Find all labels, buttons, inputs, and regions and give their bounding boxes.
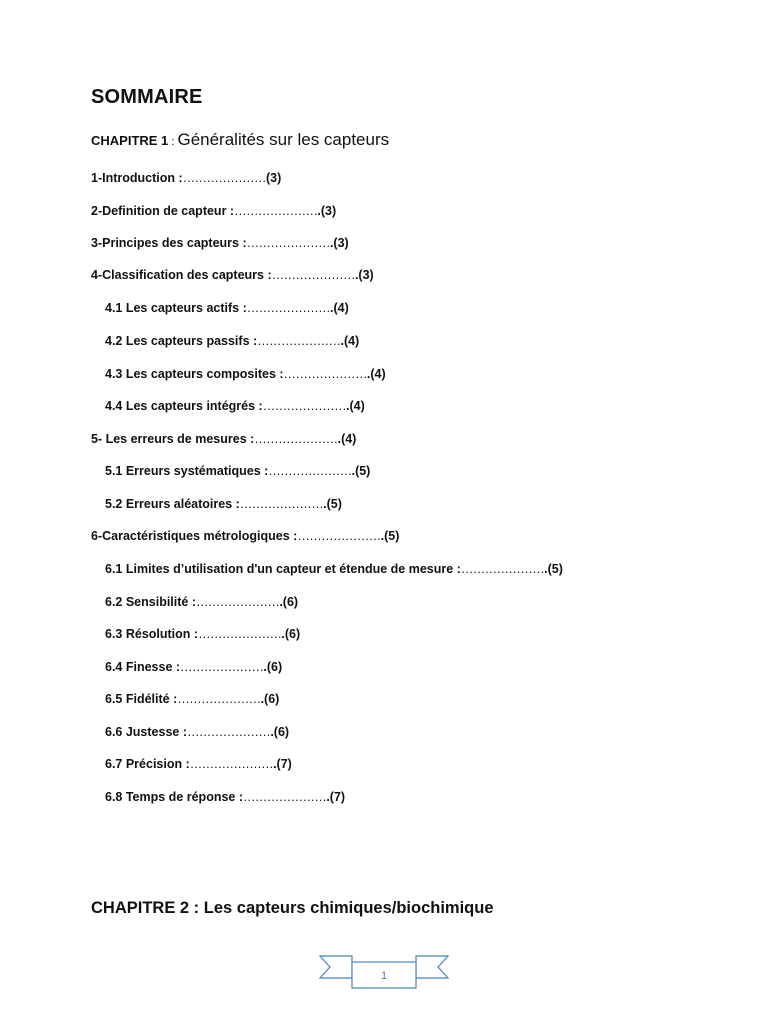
toc-entry-page: .(4) bbox=[340, 334, 360, 348]
toc-entry bbox=[91, 431, 356, 447]
chapter-1-separator: : bbox=[168, 136, 178, 148]
toc-entry-label: 5- Les erreurs de mesures : bbox=[91, 432, 255, 446]
toc-entry bbox=[105, 659, 282, 675]
toc-entry-label: 4.1 Les capteurs actifs : bbox=[105, 301, 247, 315]
toc-entry bbox=[91, 203, 336, 219]
toc-entry-dots: ………………… bbox=[239, 497, 324, 511]
toc-entry-dots: ………………… bbox=[262, 399, 347, 413]
toc-entry-page: .(5) bbox=[323, 497, 342, 511]
toc-entry-label: 6-Caractéristiques métrologiques : bbox=[91, 529, 298, 543]
toc-entry-label: 5.1 Erreurs systématiques : bbox=[105, 464, 269, 478]
toc-entry-page: .(4) bbox=[337, 432, 357, 446]
toc-entry-dots: ………………… bbox=[180, 660, 264, 674]
toc-entry bbox=[91, 267, 374, 283]
toc-entry-label: 2-Definition de capteur : bbox=[91, 204, 235, 218]
toc-entry bbox=[105, 463, 370, 479]
toc-entry-dots: ………………… bbox=[297, 529, 381, 543]
toc-entry-dots: ………………… bbox=[177, 692, 261, 706]
ribbon-right-tail bbox=[416, 956, 448, 978]
chapter-1-title: Généralités sur les capteurs bbox=[177, 130, 390, 149]
toc-entry-page: .(4) bbox=[346, 399, 365, 413]
toc-entry-page: .(6) bbox=[270, 725, 290, 739]
toc-entry-dots: ………………… bbox=[234, 204, 318, 218]
toc-entry-dots: ………………… bbox=[283, 367, 367, 381]
toc-entry bbox=[105, 333, 359, 349]
toc-entry-page: .(7) bbox=[273, 757, 292, 771]
toc-entry-label: 3-Principes des capteurs : bbox=[91, 236, 247, 250]
toc-entry-dots: ………………… bbox=[182, 171, 266, 185]
toc-entry bbox=[105, 756, 292, 772]
toc-entry bbox=[105, 626, 300, 642]
toc-entry-label: 6.1 Limites d’utilisation d'un capteur et étendue de mesure : bbox=[105, 562, 461, 576]
toc-entry bbox=[105, 789, 345, 805]
toc-entry bbox=[91, 235, 349, 251]
toc-entry bbox=[105, 496, 342, 512]
toc-entry-label: 6.4 Finesse : bbox=[105, 660, 181, 674]
toc-entry-label: 6.6 Justesse : bbox=[105, 725, 187, 739]
toc-entry-dots: ………………… bbox=[246, 301, 331, 315]
toc-entry bbox=[105, 691, 279, 707]
toc-entry-page: .(5) bbox=[351, 464, 371, 478]
toc-entry-dots: ………………… bbox=[268, 464, 352, 478]
chapter-1-prefix: CHAPITRE 1 bbox=[91, 133, 169, 148]
toc-entry-label: 6.3 Résolution : bbox=[105, 627, 199, 641]
toc-entry-label: 4-Classification des capteurs : bbox=[91, 268, 272, 282]
toc-entry-page: .(6) bbox=[279, 595, 299, 609]
page-heading: SOMMAIRE bbox=[91, 86, 203, 108]
toc-entry-dots: ………………… bbox=[196, 595, 280, 609]
toc-entry-dots: ………………… bbox=[460, 562, 545, 576]
toc-entry-dots: ………………… bbox=[257, 334, 341, 348]
toc-entry-page: .(4) bbox=[330, 301, 349, 315]
toc-entry-dots: ………………… bbox=[246, 236, 330, 250]
chapter-2-heading: CHAPITRE 2 : Les capteurs chimiques/biochimique bbox=[91, 899, 494, 917]
toc-entry bbox=[105, 366, 386, 382]
toc-entry bbox=[105, 398, 365, 414]
toc-entry-page: .(6) bbox=[260, 692, 280, 706]
toc-entry bbox=[91, 170, 281, 186]
toc-entry bbox=[105, 594, 298, 610]
toc-entry-dots: ………………… bbox=[243, 790, 327, 804]
ribbon-left-tail bbox=[320, 956, 352, 978]
toc-entry bbox=[91, 528, 399, 544]
toc-entry-dots: ………………… bbox=[189, 757, 274, 771]
toc-entry-page: .(3) bbox=[317, 204, 337, 218]
toc-entry bbox=[105, 561, 563, 577]
page-number-ribbon bbox=[318, 952, 450, 992]
toc-entry bbox=[105, 724, 289, 740]
toc-entry-dots: ………………… bbox=[198, 627, 282, 641]
toc-entry-dots: ………………… bbox=[271, 268, 355, 282]
toc-entry-page: .(5) bbox=[380, 529, 400, 543]
toc-entry-label: 6.8 Temps de réponse : bbox=[105, 790, 244, 804]
toc-entry bbox=[105, 300, 349, 316]
toc-entry-page: .(5) bbox=[544, 562, 563, 576]
toc-entry-page: .(6) bbox=[263, 660, 283, 674]
toc-entry-label: 4.4 Les capteurs intégrés : bbox=[105, 399, 263, 413]
toc-entry-page: .(4) bbox=[366, 367, 386, 381]
toc-entry-page: .(6) bbox=[281, 627, 301, 641]
toc-entry-label: 1-Introduction : bbox=[91, 171, 183, 185]
toc-entry-page: .(3) bbox=[329, 236, 349, 250]
toc-entry-label: 6.2 Sensibilité : bbox=[105, 595, 197, 609]
toc-entry-dots: ………………… bbox=[187, 725, 271, 739]
toc-entry-page: .(3) bbox=[354, 268, 374, 282]
page-number: 1 bbox=[380, 970, 388, 982]
toc-entry-dots: ………………… bbox=[254, 432, 338, 446]
toc-entry-label: 4.2 Les capteurs passifs : bbox=[105, 334, 258, 348]
toc-entry-page: (3) bbox=[265, 171, 282, 185]
toc-entry-label: 4.3 Les capteurs composites : bbox=[105, 367, 284, 381]
toc-entry-label: 6.5 Fidélité : bbox=[105, 692, 178, 706]
toc-entry-label: 5.2 Erreurs aléatoires : bbox=[105, 497, 240, 511]
toc-entry-page: .(7) bbox=[326, 790, 346, 804]
toc-entry-label: 6.7 Précision : bbox=[105, 757, 190, 771]
